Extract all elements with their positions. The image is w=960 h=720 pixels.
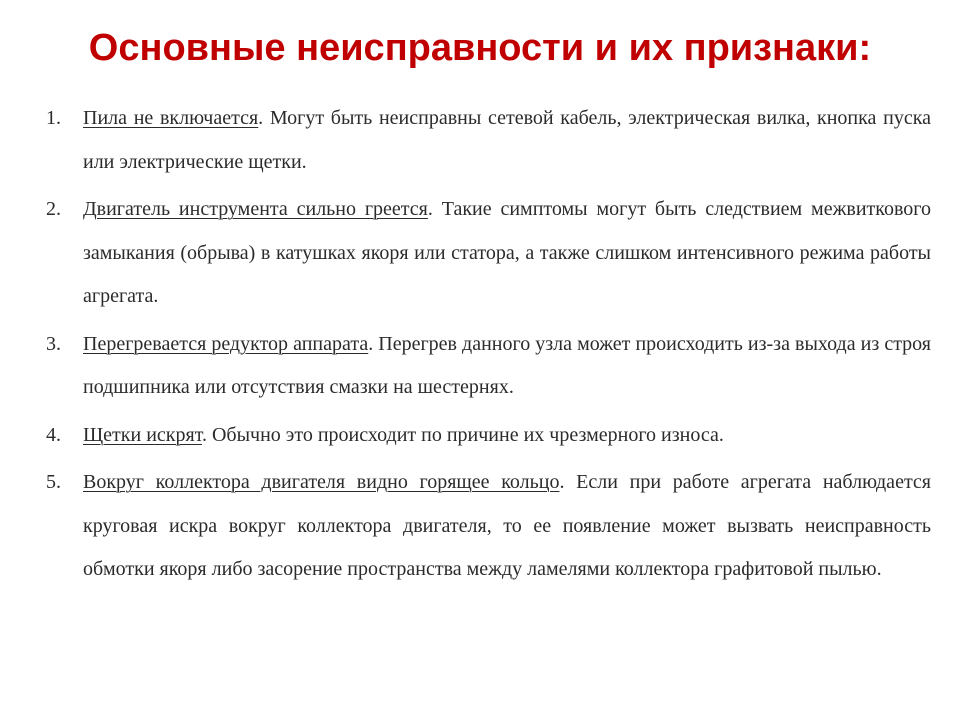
item-text: . Могут быть неисправны сетевой кабель, электрическая вилка, кнопка пуска или электрические щетки. [83, 107, 931, 173]
list-item [46, 97, 931, 184]
item-heading: Щетки искрят [83, 423, 202, 446]
item-text: . Такие симптомы могут быть следствием межвиткового замыкания (обрыва) в катушках якоря или статора, а также слишком интенсивного режима работы агрегата. [83, 198, 931, 307]
slide-title: Основные неисправности и их признаки: [88, 27, 872, 69]
item-number: 1. [46, 107, 61, 129]
item-text: . Обычно это происходит по причине их чрезмерного износа. [201, 423, 724, 446]
item-heading: Вокруг коллектора двигателя видно горящее кольцо [83, 471, 560, 493]
list-item [46, 414, 931, 458]
item-heading: Перегревается редуктор аппарата [83, 332, 369, 355]
item-text: . Перегрев данного узла может происходить из-за выхода из строя подшипника или отсутствия смазки на шестернях. [83, 332, 931, 398]
item-number: 3. [46, 332, 61, 355]
item-text: . Если при работе агрегата наблюдается круговая искра вокруг коллектора двигателя, то ее появление может вызвать неисправность обмотки якоря либо засорение пространства между ламелями коллектора графитовой пылью. [83, 471, 932, 580]
item-number: 5. [46, 471, 61, 493]
list-item [46, 461, 931, 592]
list-item [46, 188, 931, 319]
item-number: 4. [46, 423, 61, 446]
list-item [46, 323, 931, 410]
item-heading: Пила не включается [83, 107, 259, 129]
item-number: 2. [46, 198, 61, 220]
faults-list [46, 97, 931, 596]
item-heading: Двигатель инструмента сильно греется [83, 198, 428, 220]
